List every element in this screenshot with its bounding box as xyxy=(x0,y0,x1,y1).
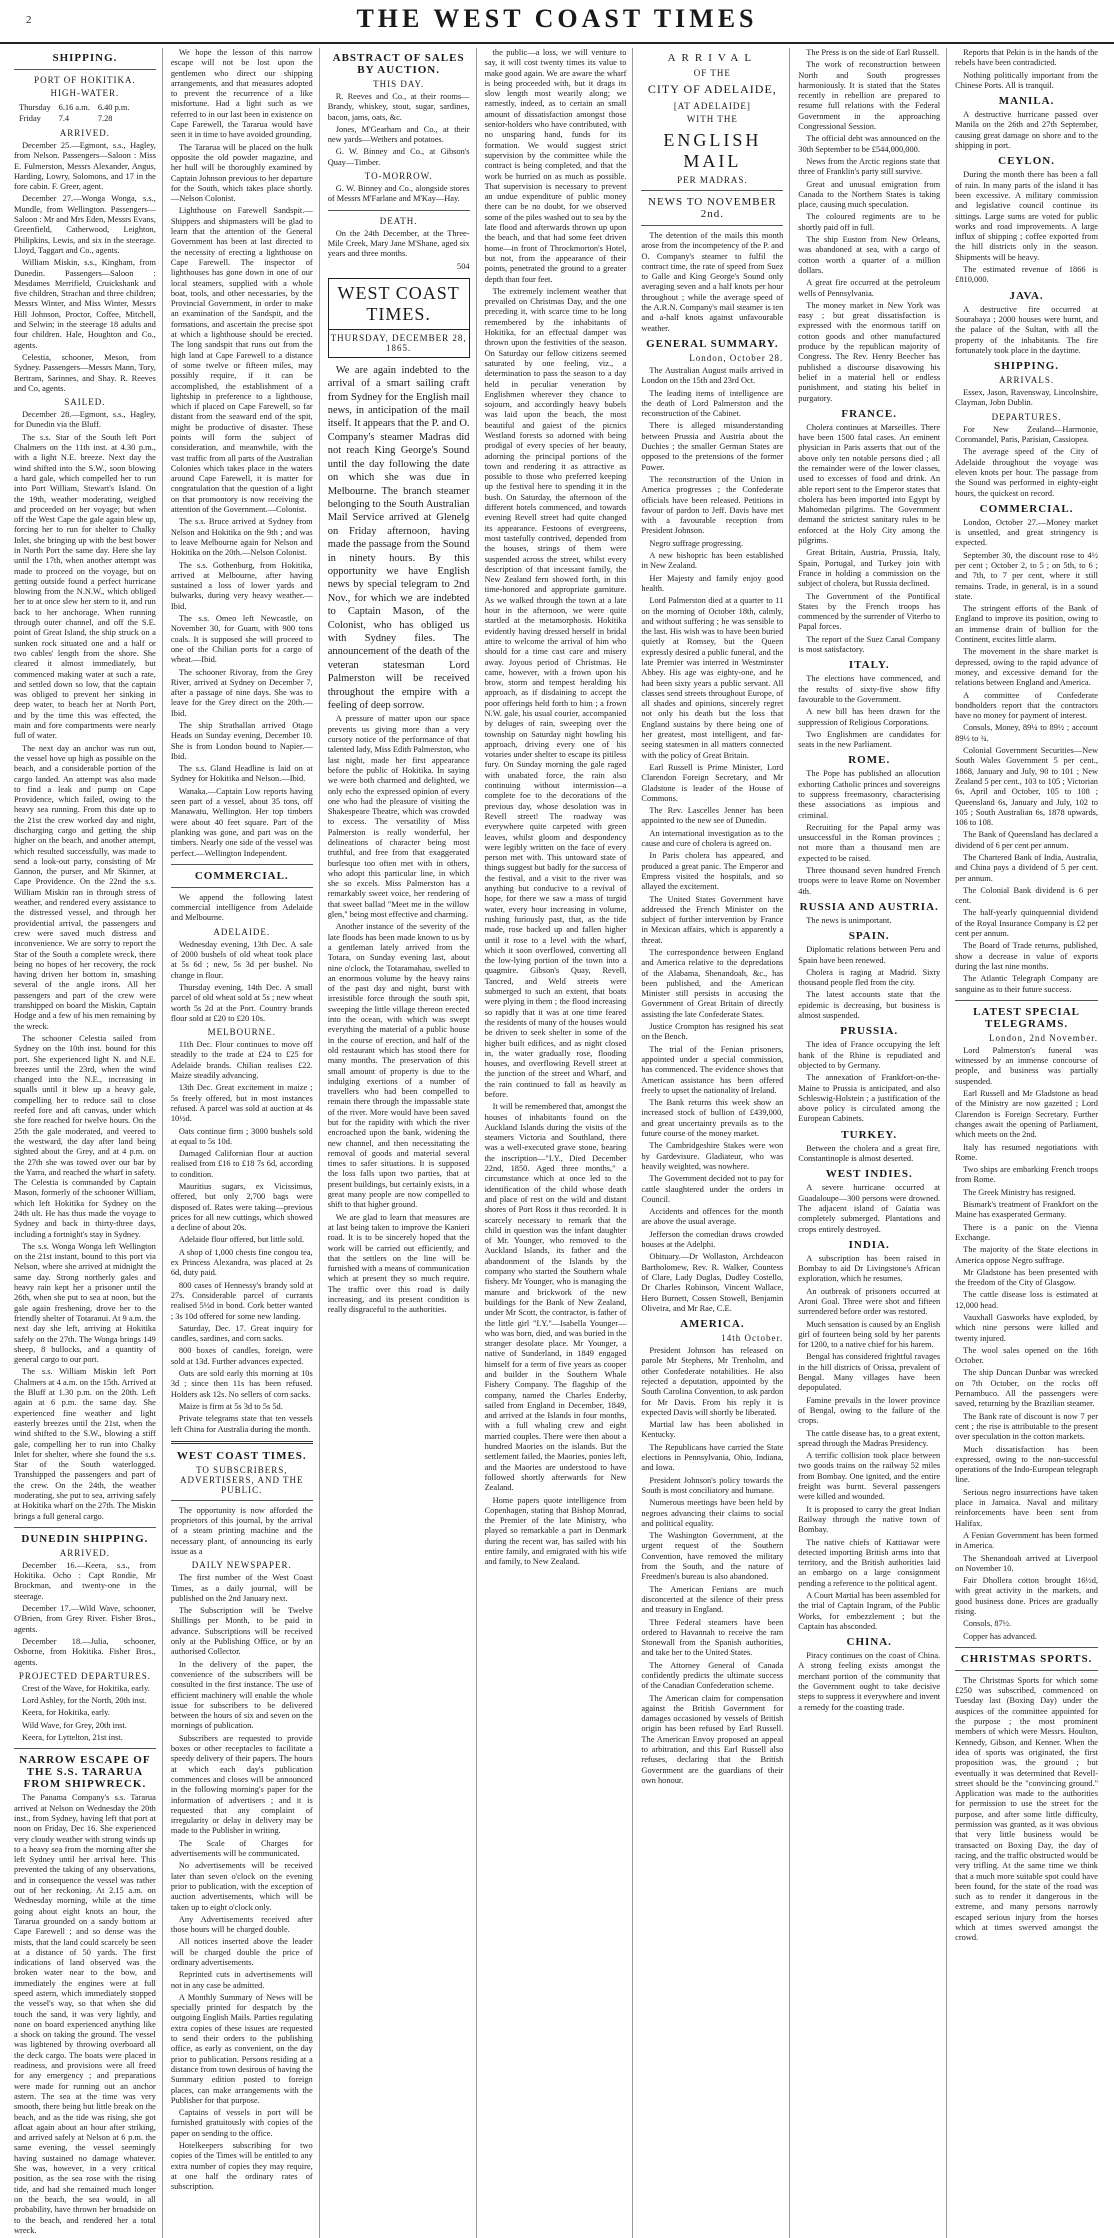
list-item: Keera, for Hokitika, early. xyxy=(22,1708,110,1718)
newspaper-title: THE WEST COAST TIMES xyxy=(356,4,758,33)
article-paragraph: The schooner Rivoray, from the Grey River, arrived at Sydney on December 7, after a passage of nine days. She was to leave for the Grey direct on the 20th.—Ibid. xyxy=(170,667,313,718)
table-row xyxy=(16,114,132,123)
section-subheading: THIS DAY. xyxy=(373,79,425,89)
article-paragraph: A destructive hurricane passed over Manila on the 26th and 27th September, causing great damage on shore and to the shipping in port. xyxy=(955,110,1098,151)
section-heading: GENERAL SUMMARY. xyxy=(646,337,779,350)
dateline: 14th October. xyxy=(721,1333,784,1344)
article-paragraph: The movement in the share market is depressed, owing to the rapid advance of money, and excessive demand for the relations between England and America. xyxy=(955,647,1098,688)
article-paragraph: A severe hurricane occurred at Guadaloupe—300 persons were drowned. The adjacent island of Gaiatia was completely submerged. Plantations and crops entirely destroyed. xyxy=(798,1183,941,1234)
section-subheading: DAILY NEWSPAPER. xyxy=(191,1560,292,1571)
divider xyxy=(14,1748,156,1749)
article-paragraph: There is a panic on the Vienna Exchange. xyxy=(955,1222,1098,1242)
article-paragraph: The Christmas Sports for which some £250 was subscribed, commenced on Tuesday last (Boxing Day) under the auspices of the committee appointed for the purpose ; the most prominent members of which were Messrs. Houlton, Kennedy, Gibson, and Kenner. When the idea of sports was originated, the first proposition was, the ground ; but eventually it was determined that Revell-street should be the "convincing ground." Application was made to the authorities for permission to use the street for the purpose, and after some little difficulty, permission was granted, as it was obvious that very little business would be transacted on Boxing Day, the day of racing, and the traffic obstructed would be very trifling. At the same time we think that a much more suitable spot could have been found, for the state of the road was such as to render it dangerous in the extreme, and many persons narrowly escaped serious injury from the horses which at times swerved amongst the crowd. xyxy=(955,1675,1098,1943)
article-paragraph: An international investigation as to the cause and cure of cholera is agreed on. xyxy=(641,828,784,849)
article-paragraph: 800 boxes of candles, foreign, were sold at 13d. Further advances expected. xyxy=(170,1346,313,1366)
list-item: Wild Wave, for Grey, 20th inst. xyxy=(22,1720,127,1730)
notice-number: 504 xyxy=(457,261,470,271)
article-paragraph: Obituary.—Dr Wollaston, Archdeacon Bartholomew, Rev. R. Walker, Countess of Clare, Lady Duglas, Dudley Costello, Dr Charles Robinson, Vincent Wallace, Hero Burnett, Cossen Stowell, Benjamin Oliveira, and Mr Rae, C.E. xyxy=(641,1252,784,1313)
article-paragraph: The detention of the mails this month arose from the incompetency of the P. and O. Company's steamer to fulfil the contract time, the rate of speed from Suez to Galle and King George's Sound only averaging seven and a half knots per hour throughout ; while the average speed of the A.R.N. Company's mail steamer is ten and a-half knots against unfavourable weather. xyxy=(641,231,784,333)
article-paragraph: Home papers quote intelligence from Copenhagen, stating that Bishop Monrad, the Premier of the late Ministry, who played so remarkable a part in Denmark during the recent war, has sailed with his entire family, and emigrated with his wife and family, to New Zealand. xyxy=(484,1495,627,1567)
article-paragraph: The Washington Government, at the urgent request of the Southern Convention, have removed the military from the South, and the nature of Freedmen's bureau is also abandoned. xyxy=(641,1531,784,1582)
article-paragraph: No advertisements will be received later than seven o'clock on the evening prior to publication, with the exception of auction advertisements, which will be taken up to eight o'clock only. xyxy=(170,1861,313,1912)
article-paragraph: The Shenandoah arrived at Liverpool on November 10. xyxy=(955,1553,1098,1573)
article-paragraph: It will be remembered that, amongst the houses of inhabitants found on the Auckland Islands during the visits of the steamers Victoria and Southland, there was a well-executed grave stone, bearing the inscription—"I.Y., Died December 22nd, 1850. Aged three months," a circumstance which at once led to the identification of the child whose death and place of rest on the wild and distant shores of Port Ross it thus recorded. It is scarcely necessary to remark that the child in question was the infant daughter of Mr. Younger, who removed to the Auckland Islands, its father and the abandonment of the Islands by the company who started the Southern whale fishery. Mr Younger, who is managing the manure and brickwork of the new buildings for the Bank of New Zealand, under Mr Scott, the contractor, is father of the little girl "I.Y."—Isabella Younger—who was born, died, and was buried in the stranger desolate place. Mr Younger, a native of Sunderland, in 1849 engaged himself for a term of five years as cooper and builder in the Southern Whale Fishery Company. The flagship of the company, named the Charles Enderby, sailed from England in December, 1849, and arrived at the Islands in four months, with a full whaling crew and eight married couples. There were then about a hundred Maories on the islands. But the settlement failed, the Maories, ponies left, and the Maories are understood to have followed shortly afterwards for New Zealand. xyxy=(484,1102,627,1493)
article-paragraph: Mr Gladstone has been presented with the freedom of the City of Glasgow. xyxy=(955,1267,1098,1288)
tide-day: Thursday xyxy=(19,103,51,112)
section-heading: INDIA. xyxy=(848,1238,890,1251)
list-item: G. W. Binney and Co., at Gibson's Quay—Timber. xyxy=(327,147,470,167)
article-paragraph: Thursday evening, 14th Dec. A small parcel of old wheat sold at 5s ; new wheat worth 5s 2d at the Port. Country brands flour sold at £20 to £20 10s. xyxy=(170,982,313,1023)
divider xyxy=(171,864,313,865)
article-paragraph: A Fenian Government has been formed in America. xyxy=(955,1530,1098,1551)
section-heading: TURKEY. xyxy=(841,1128,898,1141)
section-subheading: MELBOURNE. xyxy=(207,1027,276,1038)
article-paragraph: The United States Government have addressed the French Minister on the subject of further intervention by France in Mexican affairs, which is apparently a threat. xyxy=(641,894,784,945)
masthead xyxy=(0,0,1114,44)
article-paragraph: Between the cholera and a great fire, Constantinople is almost deserted. xyxy=(798,1143,941,1164)
article-paragraph: Oats continue firm ; 3000 bushels sold at equal to 5s 10d. xyxy=(170,1126,313,1146)
article-paragraph: A subscription has been raised in Bombay to aid Dr Livingstone's African exploration, which he resumes. xyxy=(798,1253,941,1284)
section-subheading: HIGH-WATER. xyxy=(50,88,120,98)
article-paragraph: Accidents and offences for the month are above the usual average. xyxy=(641,1207,784,1227)
article-paragraph: The annexation of Frankfort-on-the-Maine to Prussia is anticipated, and also Schleswig-Holstein ; a justification of the above policy is circulated among the European Cabinets. xyxy=(798,1073,941,1124)
article-paragraph: Two Englishmen are candidates for seats in the new Parliament. xyxy=(798,729,941,750)
article-paragraph: The Press is on the side of Earl Russell. xyxy=(806,48,940,57)
article-paragraph: Mauritius sugars, ex Vicissimus, offered, but only 2,700 bags were disposed of. Rates were taking—previous prices for all new cuttings, which showed a decline of about 20s. xyxy=(170,1181,313,1233)
article-paragraph: A terrific collision took place between two goods trains on the railway 52 miles from Bombay. One ignited, and the entire freight was burnt. Several passengers were killed and wounded. xyxy=(798,1451,941,1502)
article-paragraph: The s.s. William Miskin left Port Chalmers at 4 a.m. on the 15th. Arrived at the Bluff at 1.30 p.m. on the 20th. Left again at 6 p.m. the same day. She experienced fine weather and light easterly breezes until the 21st, when the wind shifted to the S.W., blowing a stiff gale, compelling her to run into Chalky Inlet for shelter, where she found the s.s. Star of the South waterlogged. Transhipped the passengers and part of the crew. On the 24th, the weather moderating, she put to sea, arriving safely at Hokitika wharf on the 27th. The Miskin brings a full general cargo. xyxy=(14,1367,156,1521)
section-heading: LATEST SPECIAL TELEGRAMS. xyxy=(973,1005,1080,1030)
article-paragraph: Reports that Pekin is in the hands of the rebels have been contradicted. xyxy=(955,48,1098,68)
list-item: Crest of the Wave, for Hokitika, early. xyxy=(22,1683,150,1693)
article-paragraph: September 30, the discount rose to 4½ per cent ; October 2, to 5 ; on 5th, to 6 ; and 7th, to 7 per cent, where it still remains. Trade, in general, is in a sound state. xyxy=(955,550,1098,601)
article-paragraph: Hotelkeepers subscribing for two copies of the Times will be entitled to any extra number of copies they may require, at one half the ordinary rates of subscription. xyxy=(170,2141,313,2192)
article-paragraph: Piracy continues on the coast of China. A strong feeling exists amongst the merchant portion of the community that the Government ought to take decisive steps to suppress it everywhere and invent a remedy for the coasting trade. xyxy=(798,1651,941,1712)
tide-day: Friday xyxy=(19,114,41,123)
article-paragraph: The Tararua will be placed on the hulk opposite the old powder magazine, and her hull will be thoroughly examined by Captain Johnson previous to her departure for the South, which takes place shortly.—Nelson Colonist. xyxy=(170,142,313,204)
article-paragraph: Subscribers are requested to provide boxes or other receptacles to facilitate a speedy delivery of their papers. The hours at which each day's publication commences and closes will be announced in the following morning's paper for the information of advertisers ; and it is requested that any complaint of irregularity or delay in delivery may be made to the Publisher in writing. xyxy=(170,1733,313,1836)
article-paragraph: Vauxhall Gasworks have exploded, by which nine persons were killed and twenty injured. xyxy=(955,1312,1098,1343)
column-1 xyxy=(14,48,163,2238)
article-paragraph: In the delivery of the paper, the convenience of the subscribers will be consulted in the first instance. The use of efficient machinery will enable the whole issue for subscribers to be delivered between the hours of six and seven on the mornings of publication. xyxy=(170,1659,313,1731)
list-item: Lord Ashley, for the North, 20th inst. xyxy=(22,1696,147,1706)
section-subheading: DEPARTURES. xyxy=(991,411,1062,422)
article-paragraph: The Scale of Charges for advertisements will be communicated. xyxy=(170,1838,313,1859)
section-heading: COMMERCIAL. xyxy=(979,502,1074,515)
divider xyxy=(171,887,313,888)
article-paragraph: December 17.—Wild Wave, schooner, O'Brien, from Grey River. Fisher Bros., agents. xyxy=(14,1604,156,1634)
section-heading: CHRISTMAS SPORTS. xyxy=(960,1652,1093,1665)
divider xyxy=(955,1670,1098,1671)
headline-english-mail: ENGLISH MAIL xyxy=(663,130,762,171)
article-paragraph: December 18.—Julia, schooner, Osborne, from Hokitika. Fisher Bros., agents. xyxy=(14,1636,156,1667)
article-paragraph: Much sensation is caused by an English girl of fourteen being sold by her parents for 1200, to a native chief for his harem. xyxy=(798,1319,941,1350)
article-paragraph: Copper has advanced. xyxy=(963,1631,1037,1641)
article-paragraph: The Cambridgeshire Stakes were won by Gardevisure. Gladiateur, who was heavily weighted, was nowhere. xyxy=(641,1141,784,1171)
section-subheading: PROJECTED DEPARTURES. xyxy=(18,1670,151,1681)
article-paragraph: The American Fenians are much disconcerted at the silence of their press and treasury in England. xyxy=(641,1584,784,1615)
article-paragraph: The ship Duncan Dunbar was wrecked on 7th October, on the rocks off Pernambuco. All the passengers were saved, returning by the Brazilian steamer. xyxy=(955,1368,1098,1409)
article-paragraph: Justice Crompton has resigned his seat on the Bench. xyxy=(641,1022,784,1042)
section-heading: WEST INDIES. xyxy=(825,1168,913,1181)
article-paragraph: A new bishopric has been established in New Zealand. xyxy=(641,551,784,571)
article-paragraph: The Panama Company's s.s. Tararua arrived at Nelson on Wednesday the 20th inst., from Sydney, having left that port at noon on Friday, Dec 16. She experienced very cloudy weather with strong winds up to a heavy sea from the morning after she left Sydney until her arrival here. This prevented the taking of any observations, and in consequence the vessel was rather out of her reckoning. At 2.15 a.m. on Wednesday morning, while at the time going about eight knots an hour, the Tararua grounded on a sandy bottom at Cape Farewell ; and so dense was the mists, that the land could scarcely be seen at a distance of 50 yards. The first indications of land observed was the broken water near to the bow, and immediately the engines were at full speed astern, which immediately stopped the vessel's way, so that when she did touch the sand, it was very lightly, and none on board experienced anything like a shock on taking the ground. The vessel was lightened by throwing overboard all the deck cargo. The boats were placed in readiness, and provisions were all freed for any emergency ; and preparations were made for running out an anchor astern. The sea at the time was very smooth, there being but little break on the beach, and as the tide was rising, she got afloat again about an hour after striking, and arrived safely at Nelson at 6 p.m. the same evening, the vessel seemingly having sustained no damage whatever. She was, however, in a very critical position, as the sea rose with the rising tide, and had she remained much longer on the beach, the sea would, in all probability, have thrown her broadside on to the beach, and rendered her a total wreck. xyxy=(14,1793,156,2235)
article-paragraph: The Government decided not to pay for cattle slaughtered under the orders in Council. xyxy=(641,1174,784,1204)
article-paragraph: A new bill has been drawn for the suppression of Religious Corporations. xyxy=(798,707,941,727)
article-paragraph: Numerous meetings have been held by negroes advancing their claims to social and political equality. xyxy=(641,1498,784,1528)
column-7 xyxy=(955,48,1104,2238)
section-subheading: SAILED. xyxy=(64,397,106,408)
article-paragraph: Damaged Californian flour at auction realised from £16 to £18 7s 6d, according to condition. xyxy=(170,1149,313,1179)
article-paragraph: The latest accounts state that the epidemic is decreasing, but business is almost suspended. xyxy=(798,990,941,1021)
newspaper-columns xyxy=(14,48,1104,2235)
tide-am: 7.4 xyxy=(58,114,70,123)
section-subheading: ARRIVED. xyxy=(59,1547,111,1558)
section-heading: RUSSIA AND AUSTRIA. xyxy=(799,900,939,913)
article-paragraph: December 16.—Keera, s.s., from Hokitika. Ocho : Capt Rondie, Mr Brockman, and twenty-one in the steerage. xyxy=(14,1560,156,1601)
article-paragraph: The idea of France occupying the left bank of the Rhine is repudiated and objected to by Germany. xyxy=(798,1040,941,1070)
article-paragraph: William Miskin, s.s., Kingham, from Dunedin. Passengers—Saloon : Mesdames Merrifield, Cruickshank and five children, Strachan and three children; Messrs Winter, and Miss Winter, Messrs Hill Johnson, Proctor, Coffee, Mitchell, and Selwin; in the steerage 18 adults and four children. Hale, Houghton and Co., agents. xyxy=(14,258,156,350)
divider xyxy=(641,225,783,226)
article-paragraph: The official debt was announced on the 30th September to be £544,000,000. xyxy=(798,134,941,154)
article-paragraph: 11th Dec. Flour continues to move off steadily to the trade at £24 to £25 for Adelaide brands. Chilian realises £22. Maize steadily advancing. xyxy=(170,1040,313,1081)
tide-am: 6.16 a.m. xyxy=(58,103,90,112)
section-subheading: DEATH. xyxy=(379,215,418,226)
article-paragraph: We append the following latest commercial intelligence from Adelaide and Melbourne. xyxy=(170,892,313,923)
leader-title: WEST COAST TIMES. xyxy=(337,282,460,324)
article-paragraph: Wednesday evening, 13th Dec. A sale of 2000 bushels of old wheat took place at 5s 6d ; new, 5s 3d per bushel. No change in flour. xyxy=(170,939,313,980)
divider xyxy=(171,1441,313,1444)
section-subheading: ADELAIDE. xyxy=(213,926,271,937)
leader-date: THURSDAY, DECEMBER 28, 1865. xyxy=(329,329,469,353)
divider xyxy=(14,69,156,70)
article-paragraph: The first number of the West Coast Times, as a daily journal, will be published on the 2nd January next. xyxy=(170,1573,313,1603)
article-paragraph: the public—a loss, we will venture to say, it will cost twenty times its value to make good again. We are aware the wharf is being proceeded with, but it drags its slow length most wearily along; we earnestly, indeed, as to certain an small amount of dissatisfaction amongst those senior-holders who have contributed, with no unsparing hand, funds for its formation. We would suggest strict supervision by the committee while the contract is being completed, and that the work be hurried on as much as possible. That supervision is necessary to prevent an undue expenditure of public money there can be no doubt, for we observed some of the piles washed out to sea by the late flood and afterwards thrown up upon the beach, and that had some feet driven home—in front of Throckmorton's Hotel, but not, from the appearance of their points, penetrated the ground to a greater depth than four feet. xyxy=(484,48,627,284)
article-paragraph: The estimated revenue of 1866 is £810,000. xyxy=(955,265,1098,285)
column-6 xyxy=(798,48,947,2238)
article-paragraph: London, October 27.—Money market is unsettled, and great stringency is expected. xyxy=(955,517,1098,548)
article-paragraph: Great and unusual emigration from Canada to the Northern States is taking place, causing much speculation. xyxy=(798,179,941,210)
article-paragraph: A destructive fire occurred at Sourabaya ; 2000 houses were burnt, and the palace of the Sultan, with all the property of the inhabitants. The fire fortunately took place in the daytime. xyxy=(955,304,1098,355)
article-paragraph: Captains of vessels in port will be furnished gratuitously with copies of the paper on sending to the office. xyxy=(170,2108,313,2138)
article-paragraph: The cattle disease loss is estimated at 12,000 head. xyxy=(955,1290,1098,1310)
section-heading: NARROW ESCAPE OF THE S.S. TARARUA FROM SHIPWRECK. xyxy=(19,1754,151,1791)
article-paragraph: We are glad to learn that measures are at last being taken to improve the Kanieri road. It is to be sincerely hoped that the work will be carried out efficiently, and that the settlers on the line will be furnished with a means of communication which at present they so much require. The traffic over this road is daily increasing, and its present condition is really disgraceful to the authorities. xyxy=(327,1212,470,1315)
article-paragraph: The news is unimportant. xyxy=(806,915,892,925)
article-paragraph: President Johnson has released on parole Mr Stephens, Mr Trenholm, and other Confederate notabilities. He also rejected a deputation, appointed by the South Carolina Convention, to ask pardon for Mr Davis. From his reply it is expected Davis will shortly be liberated. xyxy=(641,1346,784,1417)
section-heading: CHINA. xyxy=(846,1636,892,1649)
column-4 xyxy=(485,48,634,2238)
article-paragraph: The s.s. Gland Headline is laid on at Sydney for Hokitika and Nelson.—Ibid. xyxy=(170,764,313,784)
article-paragraph: The s.s. Gothenburg, from Hokitika, arrived at Melbourne, after having sustained a loss of lower yards and bulwarks, during very heavy weather.—Ibid. xyxy=(170,560,313,611)
article-paragraph: The Bank of Queensland has declared a dividend of 6 per cent per annum. xyxy=(955,830,1098,850)
article-paragraph: President Johnson's policy towards the South is most conciliatory and humane. xyxy=(641,1475,784,1495)
article-paragraph: We hope the lesson of this narrow escape will not be lost upon the gentlemen who direct our shipping arrangements, and that measures adopted to prevent the recurrence of a like misfortune. Had a light such as we referred to in our last been in existence on Cape Farewell, the Tararua would have seen it in time to have avoided grounding. xyxy=(170,48,313,140)
article-paragraph: Essex, Jason, Ravensway, Lincolnshire, Clayman, Jobn Dublin. xyxy=(955,388,1098,408)
article-paragraph: The Bank returns this week show an increased stock of bullion of £439,000, and great uncertainty prevails as to the future course of the money market. xyxy=(641,1098,784,1139)
article-paragraph: Serious negro insurrections have taken place in Jamaica. Naval and military reinforcements have been sent from Halifax. xyxy=(955,1487,1098,1528)
section-heading: CEYLON. xyxy=(998,155,1055,168)
article-paragraph: Colonial Government Securities—New South Wales Government 5 per cent., 1868, January and July, 90 to 101 ; New Zealand 5 per cent., 103 to 105 ; Victorian 6s, April and October, 105 to 108 ; Queensland 6s, January and July, 102 to 105 ; South Australian 6s, 1878 upwards, 106 to 108. xyxy=(955,746,1098,828)
article-paragraph: Recruiting for the Papal army was unsuccessful in the Roman provinces ; not more than a thousand men are expected to be raised. xyxy=(798,822,941,863)
article-paragraph: The s.s. Omeo left Newcastle, on November 30, for Guam, with 900 tons coals. It is supposed she will proceed to one of the Chilian ports for a cargo of wheat.—Ibid. xyxy=(170,614,313,665)
article-paragraph: December 25.—Egmont, s.s., Hagley, from Nelson. Passengers—Saloon : Miss E. Fulmerston, Messrs Alexander, Angus, Harding, Lowry, Solomons, and 17 in the fore cabin. F. Greer, agent. xyxy=(14,141,156,192)
article-paragraph: The stringent efforts of the Bank of England to improve its position, owing to an immense drain of bullion for the Continent, excites little alarm. xyxy=(955,604,1098,645)
article-paragraph: The leading items of intelligence are the death of Lord Palmerston and the reconstruction of the Cabinet. xyxy=(641,388,784,419)
article-paragraph: The money market in New York was easy ; but great dissatisfaction is expressed with the enormous tariff on cotton goods and other manufactured produce by the republican majority of Congress. The Rev. Henry Beecher has published a discourse disavowing his belief in a material hell or endless punishment, and stating his belief in purgatory. xyxy=(798,300,941,403)
article-paragraph: The Greek Ministry has resigned. xyxy=(963,1187,1076,1197)
article-paragraph: Much dissatisfaction has been expressed, owing to the non-successful operations of the Indo-European telegraph line. xyxy=(955,1444,1098,1485)
article-paragraph: The coloured regiments are to be shortly paid off in full. xyxy=(798,212,941,232)
article-paragraph: Lighthouse on Farewell Sandspit.—Shippers and shipmasters will be glad to learn that the attention of the General Government has been at last directed to the necessity of erecting a lighthouse on Cape Farewell. The inspector of lighthouses has gone down in one of our local steamers, supplied with a whole boat, tools, and other necessaries, by the Provincial Government, in order to make an examination of the Sandspit, and the formations, and ascertain the precise spot at which a lighthouse should be erected. The long sandspit that runs out from the high land at Cape Farewell to a distance of some twelve or fifteen miles, may possibly require, if it can be accomplished, the establishment of a lightship in preference to a lighthouse, which if placed on Cape Farewell, so far distant from the seaward end of the spit, might be productive of disaster. These points will form the subject of consideration, and meanwhile, with the vast traffic from all parts of the Australian Colonies which takes place in the waters around Cape Farewell, it is matter for congratulation that the question of a light on that promontory is now receiving the attention of the Government.—Colonist. xyxy=(170,206,313,515)
headline-city: CITY OF ADELAIDE, xyxy=(647,82,777,96)
dateline: London, October 28. xyxy=(689,352,784,363)
article-paragraph: It is proposed to carry the great Indian Railway through the native town of Bombay. xyxy=(798,1504,941,1535)
article-paragraph: The work of reconstruction between North and South progresses harmoniously. It is stated that the States recently in rebellion are prepared to resume full relations with the Federal Government in the approaching Congressional Session. xyxy=(798,60,941,132)
divider xyxy=(328,210,470,211)
article-paragraph: The correspondence between England and America relative to the depredations of the Alabama, Shenandoah, &c., has been published, and the American Minister still persists in accusing the Government of Great Britain of directly assisting the late Confederate States. xyxy=(641,948,784,1019)
article-paragraph: A shop of 1,000 chests fine congou tea, ex Princess Alexandra, was placed at 2s 6d, duty paid. xyxy=(170,1247,313,1278)
section-heading: WEST COAST TIMES. xyxy=(176,1449,307,1462)
tide-table xyxy=(14,101,134,125)
divider xyxy=(641,190,783,191)
article-paragraph: December 28.—Egmont, s.s., Hagley, for Dunedin via the Bluff. xyxy=(14,410,156,430)
article-paragraph: Nothing politically important from the Chinese Ports. All is tranquil. xyxy=(955,70,1098,90)
section-heading: PRUSSIA. xyxy=(840,1025,899,1038)
divider xyxy=(14,1527,156,1528)
article-paragraph: Private telegrams state that ten vessels left China for Australia during the month. xyxy=(170,1414,313,1434)
article-paragraph: Any Advertisements received after those hours will be charged double. xyxy=(170,1914,313,1935)
article-paragraph: Cholera continues at Marseilles. There have been 1500 fatal cases. An eminent physician in Paris asserts that out of the above only ten notable persons died ; all the remainder were of the lower classes, used to excesses of food and drink. An able report sent to the Emperor states that cholera has been imported into Egypt by Mahomedan pilgrims. The Government demand the strictest sanitary rules to be enforced at the Holy City among the pilgrims. xyxy=(798,422,941,546)
article-paragraph: The Board of Trade returns, published, show a decrease in value of exports during the last nine months. xyxy=(955,941,1098,971)
article-paragraph: Lord Palmerston died at a quarter to 11 on the morning of October 18th, calmly, and without suffering ; he was sensible to the last. His wish was to have been buried quietly at Romsey, but the Queen expressly desired a public funeral, and the late Premier was interred in Westminster Abbey. His age was eighty-one, and he had been sixty years a public servant. All classes send streets throughout Europe, of all shades and opinions, sincerely regret not only his death but the loss that England sustains by there being one of her greatest, most intelligent, and far-seeing statesmen in all matters connected with the policy of Great Britain. xyxy=(641,596,784,760)
article-paragraph: The Pope has published an allocution exhorting Catholic princes and sovereigns to suppress freemasonry, characterising these associations as impious and criminal. xyxy=(798,769,941,820)
dateline: London, 2nd November. xyxy=(989,1032,1098,1043)
article-paragraph: There is alleged misunderstanding between Prussia and Austria about the Duchies ; the smaller German States are opposed to the pretensions of the former Power. xyxy=(641,421,784,472)
article-paragraph: Italy has resumed negotiations with Rome. xyxy=(955,1142,1098,1162)
section-heading: COMMERCIAL. xyxy=(194,869,289,882)
article-paragraph: The report of the Suez Canal Company is most satisfactory. xyxy=(798,634,941,655)
column-3 xyxy=(328,48,477,2238)
article-paragraph: The average speed of the City of Adelaide throughout the voyage was eleven knots per hour. The passage from the Sound was performed in eighty-eight hours, the quickest on record. xyxy=(955,447,1098,498)
article-paragraph: The trial of the Fenian prisoners, appointed under a special commission, has commenced. The evidence shows that American assistance has been offered freely to upset the nationality of Ireland. xyxy=(641,1044,784,1095)
tide-pm: 6.40 p.m. xyxy=(97,103,130,112)
article-paragraph: Celestia, schooner, Meson, from Sydney. Passengers—Messrs Mann, Tory, Bertram, Sarinnes, and Shay. R. Reeves and Co, agents. xyxy=(14,352,156,393)
section-subheading: TO-MORROW. xyxy=(364,171,433,182)
article-paragraph: The Government of the Pontifical States by the French troops has commenced by the surrender of Viterbo to Papal forces. xyxy=(798,591,941,632)
article-paragraph: An outbreak of prisoners occurred at Aroni Goal. Three were shot and fifteen surrendered before order was restored. xyxy=(798,1286,941,1317)
section-heading: AMERICA. xyxy=(680,1318,745,1331)
article-paragraph: A committee of Confederate bondholders report that the contractors have no money for payment of interest. xyxy=(955,690,1098,721)
article-paragraph: Three thousand seven hundred French troops were to leave Rome on November 4th. xyxy=(798,866,941,896)
article-paragraph: Great Britain, Austria, Prussia, Italy, Spain, Portugal, and Turkey join with France in holding a commission on the subject of cholera, but Russia declined. xyxy=(798,548,941,589)
section-subheading: PORT OF HOKITIKA. xyxy=(34,75,136,85)
list-item: G. W. Binney and Co., alongside stores of Messrs M'Farlane and M'Kay—Hay. xyxy=(327,184,470,204)
article-paragraph: The American claim for compensation against the British Government for damages occasioned by vessels of British origin has been refused by Earl Russell. The American Envoy proposed an appeal to arbitration, and this Earl Russell also refuses, declaring that the British Government are the guardians of their own honour. xyxy=(641,1693,784,1785)
article-paragraph: Wanaka.—Captain Low reports having seen part of a vessel, about 35 tons, off Manawatu, Wellington. Her top timbers were about 40 feet square. Part of the planking was gone, and part was on the timbers. Nearly one side of the vessel was perfect.—Wellington Independent. xyxy=(170,786,313,858)
article-paragraph: Oats are sold early this morning at 10s 3d ; since then 11s has been refused. Holders ask 12s. No sellers of corn sacks. xyxy=(170,1369,313,1399)
article-paragraph: Adelaide flour offered, but little sold. xyxy=(178,1235,305,1245)
article-paragraph: During the month there has been a fall of rain. In many parts of the island it has been excessive. A military commission and legislative council continue its sittings. Large sums are voted for public works and road improvements. A large influx of shipping ; coffee exported from the hill districts only in the season. Shipments will be heavy. xyxy=(955,170,1098,262)
article-paragraph: Another instance of the severity of the late floods has been made known to us by a gentleman lately arrived from the Totara, on Sunday evening last, about nine o'clock, the Totaramahau, swelled to an enormous volume by the heavy rains of the past day and night, burst with irresistible force through the south spit, sweeping the little village thereon erected into the ocean, with which was swept everything the material of a public house in the course of erection, and half of the old restaurant which has stood there for many months. The preservation of this small amount of property is due to the indulging exertions of a number of travellers who had been compelled to remain there through the impassable state of the river. More would have been saved but for the rapidity with which the river encroached upon the bank, widening the new channel, and then necessitating the removal of goods and material several times to safer situations. It is supposed the loss falls upon two parties, that at present buildings, but certainly exists, in a great many people are now compelled to shift to that higher ground. xyxy=(327,922,470,1210)
section-heading: ABSTRACT OF SALES BY AUCTION. xyxy=(332,52,465,76)
article-paragraph: Consols, 87½. xyxy=(963,1619,1012,1629)
article-paragraph: Diplomatic relations between Peru and Spain have been renewed. xyxy=(798,945,941,965)
headline-line: PER MADRAS. xyxy=(677,175,748,185)
leader-masthead xyxy=(328,278,470,358)
article-paragraph: Her Majesty and family enjoy good health. xyxy=(641,573,784,593)
headline-line: WITH THE xyxy=(686,114,738,124)
article-paragraph: The ship Euston from New Orleans, was abandoned at sea, with a cargo of cotton worth a quarter of a million dollars. xyxy=(798,235,941,275)
section-heading: SHIPPING. xyxy=(994,360,1060,373)
article-paragraph: Maize is firm at 5s 3d to 5s 5d. xyxy=(178,1401,283,1411)
table-row xyxy=(16,103,132,112)
article-paragraph: The next day an anchor was run out, the vessel hove up high as possible on the beach, and a considerable portion of the cargo landed. An attempt was also made to find a leak and pump on Cape Providence, which failed, owing to the heavy sea running. From this date up to the 21st the crew worked day and night, discharging cargo and getting the ship higher on the beach, and another attempt, which resulted successfully, was made to send a look-out party, consisting of Mr Gannon, the purser, and Mr Skinner, at Cape Providence. On the 22nd the s.s. William Miskin ran in through stress of weather, and rendered every assistance to the distressed vessel, and through her providential arrival, the passengers and crew were saved much distress and inconvenience. We are sorry to report the Star of the South a complete wreck, there being no hopes of her recovery, the rock having driven her bottom in, smashing several of the angle irons. All her passengers and part of the crew were transhipped on board the Miskin, Captain Hodge and a few of his men remaining by the wreck. xyxy=(14,743,156,1031)
article-paragraph: 800 cases of Hennessy's brandy sold at 27s. Considerable parcel of currants realised 5½d in bond. Cork better wanted ; 3s 10d offered for some new landing. xyxy=(170,1280,313,1321)
divider xyxy=(171,1500,313,1501)
article-paragraph: The s.s. Star of the South left Port Chalmers on the 11th inst. at 4.30 p.m., with a light N.E. breeze. Next day the wind shifted into the S.W., soon blowing a hard gale, which compelled her to run into Port William, Stewart's Island. On the 19th, weather moderating, weighed and proceeded on her voyage; but when off the West Cape the gale again blew up, forcing her to run for shelter to Chalky Inlet, she bringing up with the best bower in North Port the same day. Here she lay until the 17th, when another attempt was made to proceed on the voyage, but on getting outside found a perfect hurricane blowing from the N.N.W., which obliged her to at once slew her stern to it, and run back to her anchorage. When running through outer channel, and off the S.E. point of Great Island, the ship struck on a sunken rock situated one and a half or two cables' length from the shore. She cleared it almost immediately, but commenced making water at such a rate, and settled down so low, that the captain was obliged to prevent her sinking in deep water, to beach her at North Port, and by the time this was effected, the main and fore compartments were nearly full of water. xyxy=(14,432,156,741)
article-paragraph: The Rev. Lascelles Jenner has been appointed to the new see of Dunedin. xyxy=(641,806,784,826)
list-item: Jones, M'Gearham and Co., at their new yards—Wethers and potatoes. xyxy=(327,124,470,145)
section-subheading: TO SUBSCRIBERS, ADVERTISERS, AND THE PUBLIC. xyxy=(179,1464,304,1495)
list-item: R. Reeves and Co., at their rooms—Brandy, whiskey, stout, sugar, sardines, bacon, jams, oats, &c. xyxy=(327,92,470,122)
article-paragraph: The s.s. Wonga Wonga left Wellington on the 21st instant, bound to this port via Nelson, where she arrived at midnight the same day. Strong northerly gales and heavy rain kept her a prisoner until the 26th, when she put to sea at noon, but the gale again freshening, drove her to the friendly shelter of Totaranui. At 9 a.m. the next day she left, arriving at Hokitika safely on the 27th. The Wonga brings 149 sheep, 8 bullocks, and a quantity of general cargo to our port. xyxy=(14,1241,156,1365)
article-paragraph: Jefferson the comedian draws crowded houses at the Adelphi. xyxy=(641,1229,784,1250)
section-heading: ITALY. xyxy=(848,659,890,672)
list-item: Keera, for Lyttelton, 21st inst. xyxy=(22,1733,123,1743)
article-paragraph: The extremely inclement weather that prevailed on Christmas Day, and the one preceding it, with scarce time to be long remembered by the inhabitants of Hokitika, for an effectual damper was thrown upon the festivities of the season. On Saturday our fellow citizens seemed saturated by one feeling, viz., a determination to pass the season to a day held in peculiar veneration by Englishmen wherever they chance to sojourn, and accordingly heavy bubels was laid upon the beach, the most beautiful and gaiest of the picnics Westland forests so adorned with being prodigal of every species of her beauty, adorning the principal portions of the town and rendering it as attractive as possible to those who preferred keeping up the festival here to spending it in the bush. On Saturday, the afternoon of the different hotels commenced, and towards evening Revell street had quite changed its appearance. Festoons of evergreens, most tastefully contrived, depended from the houses, strings of them were suspended across the street, whilst every description of that incessant family, the New Zealand fern showed forth, in this time-honored and appropriate garniture. As we walked through the town at a late hour in the afternoon, we were quite startled at the metamorphosis. Hokitika evidently having dressed herself in bridal attire to welcome the arrival of him who should for a time cast care and misery away. Joyous period of Christmas. He came, however, with a frown upon his brow, storm and tempest heralding his approach, as if disdaining to accept the poor offerings held forth to him ; a frown N.W. gale, his usual courier, accompanied by deluges of rain, sweeping over the township on Saturday night howling his approach, driving every one of his votaries under shelter to escape its pitiless fury. On Sunday morning the gale raged with unabated force, the rain also continuing without intermission—a complete foe to the decorations of the previous day, whose desolation was in Revell street! The roadway was everywhere quite carpeted with green leaves, whilst gloom and despondency were legibly written on the face of every person met with. This untoward state of things suggest but badly for the success of the festival, and a visit to the river was anything but conducive to a revival of hope, for there we saw a mass of turgid water, every hour increasing in volume, rushing furiously past, that, as the tide made, rose backed up and fallen higher until it rose to a level with the wharf, which it soon overflowed, converting all the low-lying portion of the town into a quagmire. Gibson's Quay, Revell, Tancred, and Weld streets were submerged to such an extent, that boats were plying in them ; the flood increasing so rapidly that it was at one time feared the residents of many of the houses would be driven to seek shelter in some of the higher built edifices, and as night closed in, the water gradually rose, flooding houses, and overflowing Revell street at the junction of the street and Wharf, and the rain continued to fall as heavily as before. xyxy=(484,286,627,1099)
article-paragraph: 13th Dec. Great excitement in maize ; 5s freely offered, but in most instances refused. A parcel was sold at auction at 4s 10½d. xyxy=(170,1083,313,1124)
section-heading: DUNEDIN SHIPPING. xyxy=(21,1532,149,1545)
article-paragraph: The Atlantic Telegraph Company are sanguine as to their future success. xyxy=(955,974,1098,994)
article-paragraph: The Subscription will be Twelve Shillings per Month, to be paid in advance. Subscriptions will be received only at the Publishing Office, or by an authorised Collector. xyxy=(170,1606,313,1657)
article-paragraph: A Court Martial has been assembled for the trial of Captain Ingram, of the Public Works, for embezzlement ; but the Captain has absconded. xyxy=(798,1591,941,1631)
article-paragraph: Negro suffrage progressing. xyxy=(649,538,743,548)
article-paragraph: The native chiefs of Kattiawar were detected importing British arms into that territory, and the British authorities laid an embargo on a large consignment pending a reference to the political agent. xyxy=(798,1537,941,1588)
article-paragraph: The majority of the State elections in America oppose Negro suffrage. xyxy=(955,1245,1098,1265)
article-paragraph: In Paris cholera has appeared, and produced a great panic. The Emperor and Empress visited the hospitals, and so allayed the excitement. xyxy=(641,851,784,892)
article-paragraph: The s.s. Bruce arrived at Sydney from Nelson and Hokitika on the 9th ; and was to leave Melbourne again for Nelson and Hokitika on the 20th.—Nelson Colonist. xyxy=(170,517,313,558)
divider xyxy=(955,1647,1098,1648)
section-heading: NEWS TO NOVEMBER 2nd. xyxy=(648,196,777,220)
section-heading: FRANCE. xyxy=(841,407,897,420)
article-paragraph: Two ships are embarking French troops from Rome. xyxy=(955,1165,1098,1185)
article-paragraph: The schooner Celestia sailed from Sydney on the 10th inst. bound for this port. She experienced light N. and N.E. breezes until the 23rd, when the wind changed into the N.E., increasing in squalls until it blew up a heavy gale, compelling her to reduce sail to close reefed fore and aft canvas, under which she fore reached for twelve hours. On the 25th the gale moderated, and veered to the westward, the day after land being sighted about the Grey, and at 4 p.m. on the 27th she was towed over our bar by the Yarra, and reached the wharf in safety. The Celestia is commanded by Captain Mason, formerly of the schooner William, which left Hokitika for Sydney on the 24th ult. He has thus made the voyage to Sydney and back in thirty-three days, including a fortnight's stay in Sydney. xyxy=(14,1033,156,1239)
headline-arrival: ARRIVAL xyxy=(667,52,758,64)
article-paragraph: The Bank rate of discount is now 7 per cent ; the rise is attributable to the present over speculation in the cotton markets. xyxy=(955,1411,1098,1442)
article-paragraph: The Republicans have carried the State elections in Pennsylvania, Ohio, Indiana, and Iowa. xyxy=(641,1442,784,1473)
headline-line: [AT ADELAIDE] xyxy=(673,101,751,111)
article-paragraph: A Monthly Summary of News will be specially printed for despatch by the outgoing English Mails. Parties regulating extra copies of these issues are requested to send their orders to the publishing office, as early as convenient, on the day prior to publication. Persons residing at a distance from town desirous of having the Summary edition posted to foreign places, can make arrangements with the Publisher for that purpose. xyxy=(170,1992,313,2105)
tide-pm: 7.28 xyxy=(97,114,113,123)
article-paragraph: Lord Palmerston's funeral was witnessed by an immense concourse of people, and business was partially suspended. xyxy=(955,1045,1098,1086)
section-heading: ROME. xyxy=(848,754,891,767)
article-paragraph: The Attorney General of Canada confidently predicts the ultimate success of the Canadian Confederation scheme. xyxy=(641,1660,784,1691)
section-heading: JAVA. xyxy=(1009,289,1044,302)
article-paragraph: Fair Dhollera cotton brought 16½d, with great activity in the markets, and good business done. Prices are gradually rising. xyxy=(955,1576,1098,1616)
article-paragraph: Earl Russell is Prime Minister, Lord Clarendon Foreign Secretary, and Mr Gladstone is leader of the House of Commons. xyxy=(641,762,784,803)
article-paragraph: Famine prevails in the lower province of Bengal, owing to the failure of the crops. xyxy=(798,1395,941,1426)
article-paragraph: The half-yearly quinquennial dividend of the Royal Insurance Company is £2 per cent per annum. xyxy=(955,908,1098,939)
article-paragraph: The Colonial Bank dividend is 6 per cent. xyxy=(955,885,1098,906)
column-2 xyxy=(171,48,320,2238)
headline-line: OF THE xyxy=(693,68,731,78)
section-heading: SPAIN. xyxy=(848,930,890,943)
article-paragraph: The ship Strathallan arrived Otago Heads on Sunday evening, December 10. She is from London bound to Napier.—Ibid. xyxy=(170,721,313,761)
section-subheading: ARRIVALS. xyxy=(999,375,1055,386)
article-paragraph: All notices inserted above the leader will be charged double the price of ordinary advertisements. xyxy=(170,1937,313,1967)
article-paragraph: Cholera is raging at Madrid. Sixty thousand people fled from the city. xyxy=(798,967,941,988)
article-paragraph: The Chartered Bank of India, Australia, and China pays a dividend of 5 per cent. per annum. xyxy=(955,853,1098,883)
article-paragraph: Three Federal steamers have been ordered to Havannah to receive the ram Stonewall from the Spanish authorities, and take her to the United States. xyxy=(641,1617,784,1658)
divider xyxy=(955,1000,1098,1001)
article-paragraph: The opportunity is now afforded the proprietors of this journal, by the arrival of a steam printing machine and the necessary plant, of announcing its early issue as a xyxy=(170,1505,313,1556)
article-paragraph: Bismark's treatment of Frankfort on the Maine has exasperated Germany. xyxy=(955,1200,1098,1220)
section-heading: MANILA. xyxy=(998,95,1055,108)
article-paragraph: News from the Arctic regions state that three of Franklin's party still survive. xyxy=(798,156,941,177)
death-notice: On the 24th December, at the Three-Mile Creek, Mary Jane M'Shane, aged six years and three months. xyxy=(327,228,470,259)
article-paragraph: A great fire occurred at the petroleum wells of Pennsylvania. xyxy=(798,278,941,298)
article-paragraph: The cattle disease has, to a great extent, spread through the Madras Presidency. xyxy=(798,1428,941,1448)
page-number: 2 xyxy=(26,14,32,26)
article-paragraph: Consols, Money, 89¼ to 89½ ; account 89½ to ¾. xyxy=(955,723,1098,743)
article-paragraph: Bengal has considered frightful ravages in the hill districts of Orissa, prevalent of Bengal. Many villages have been depopulated. xyxy=(798,1352,941,1393)
article-paragraph: For New Zealand—Harmonie, Coromandel, Paris, Parisian, Cassiopea. xyxy=(955,424,1098,445)
article-paragraph: Reprinted cuts in advertisements will not in any case be admitted. xyxy=(170,1970,313,1990)
column-5 xyxy=(641,48,790,2238)
article-paragraph: A pressure of matter upon our space prevents us giving more than a very cursory notice of the performance of that talented lady, Miss Edith Palmerston, who last night, made her first appearance before the public of Hokitika. In saying we were both charmed and delighted, we only echo the expressed opinion of every one who had the pleasure of visiting the Shakespeare Theatre, which was crowded to excess. The versatility of Miss Palmerston is really wonderful, her delineations of character being most truthful, and free from that exaggerated burlesque too often met with in others, who adopt this particular line, in which she so excels. Miss Palmerston has a remarkably sweet voice, her rendering of that sweet ballad "Meet me in the willow glen," being most effective and charming. xyxy=(327,714,470,920)
article-paragraph: The elections have commenced, and the results of sixty-five show fifty favourable to the Government. xyxy=(798,674,941,704)
article-paragraph: The Australian August mails arrived in London on the 15th and 23rd Oct. xyxy=(641,365,784,386)
section-subheading: ARRIVED. xyxy=(59,128,111,138)
article-paragraph: Earl Russell and Mr Gladstone as head of the Ministry are now gazetted ; Lord Clarendon is Foreign Secretary. Further changes await the opening of Parliament, which meets on the 2nd. xyxy=(955,1089,1098,1140)
article-paragraph: Saturday, Dec. 17. Great inquiry for candles, sardines, and corn sacks. xyxy=(170,1323,313,1344)
article-paragraph: Martial law has been abolished in Kentucky. xyxy=(641,1420,784,1440)
leader-paragraph: We are again indebted to the arrival of a smart sailing craft from Sydney for the English mail news, in anticipation of the mail itself. It appears that the P. and O. Company's steamer Madras did not reach King George's Sound until the day following the date on which she was due in Melbourne. The branch steamer belonging to the South Australian Mail Service arrived at Glenelg on Friday afternoon, having made the passage from the Sound in ninety hours. By this opportunity we have English news by special telegram to 2nd Nov., for which we are indebted to Captain Mason, of the Colonist, who has obliged us with Sydney files. The announcement of the death of the veteran statesman Lord Palmerston will be received throughout the empire with a feeling of deep sorrow. xyxy=(327,364,470,712)
article-paragraph: The reconstruction of the Union in America progresses ; the Confederate officials have been released. Petitions in favour of pardon to Jeff. Davis have met with a favourable reception from President Johnson. xyxy=(641,474,784,536)
article-paragraph: The wool sales opened on the 16th October. xyxy=(955,1345,1098,1366)
article-paragraph: December 27.—Wonga Wonga, s.s., Mundle, from Wellington. Passengers—Saloon : Mr and Mrs Eden, Messrs Evans, Greenfield, Catherwood, Leighton, Philipkins, Lewis, and six in the steerage. Lloyd, Taggart and Co., agents. xyxy=(14,194,156,255)
section-heading: SHIPPING. xyxy=(52,52,118,64)
